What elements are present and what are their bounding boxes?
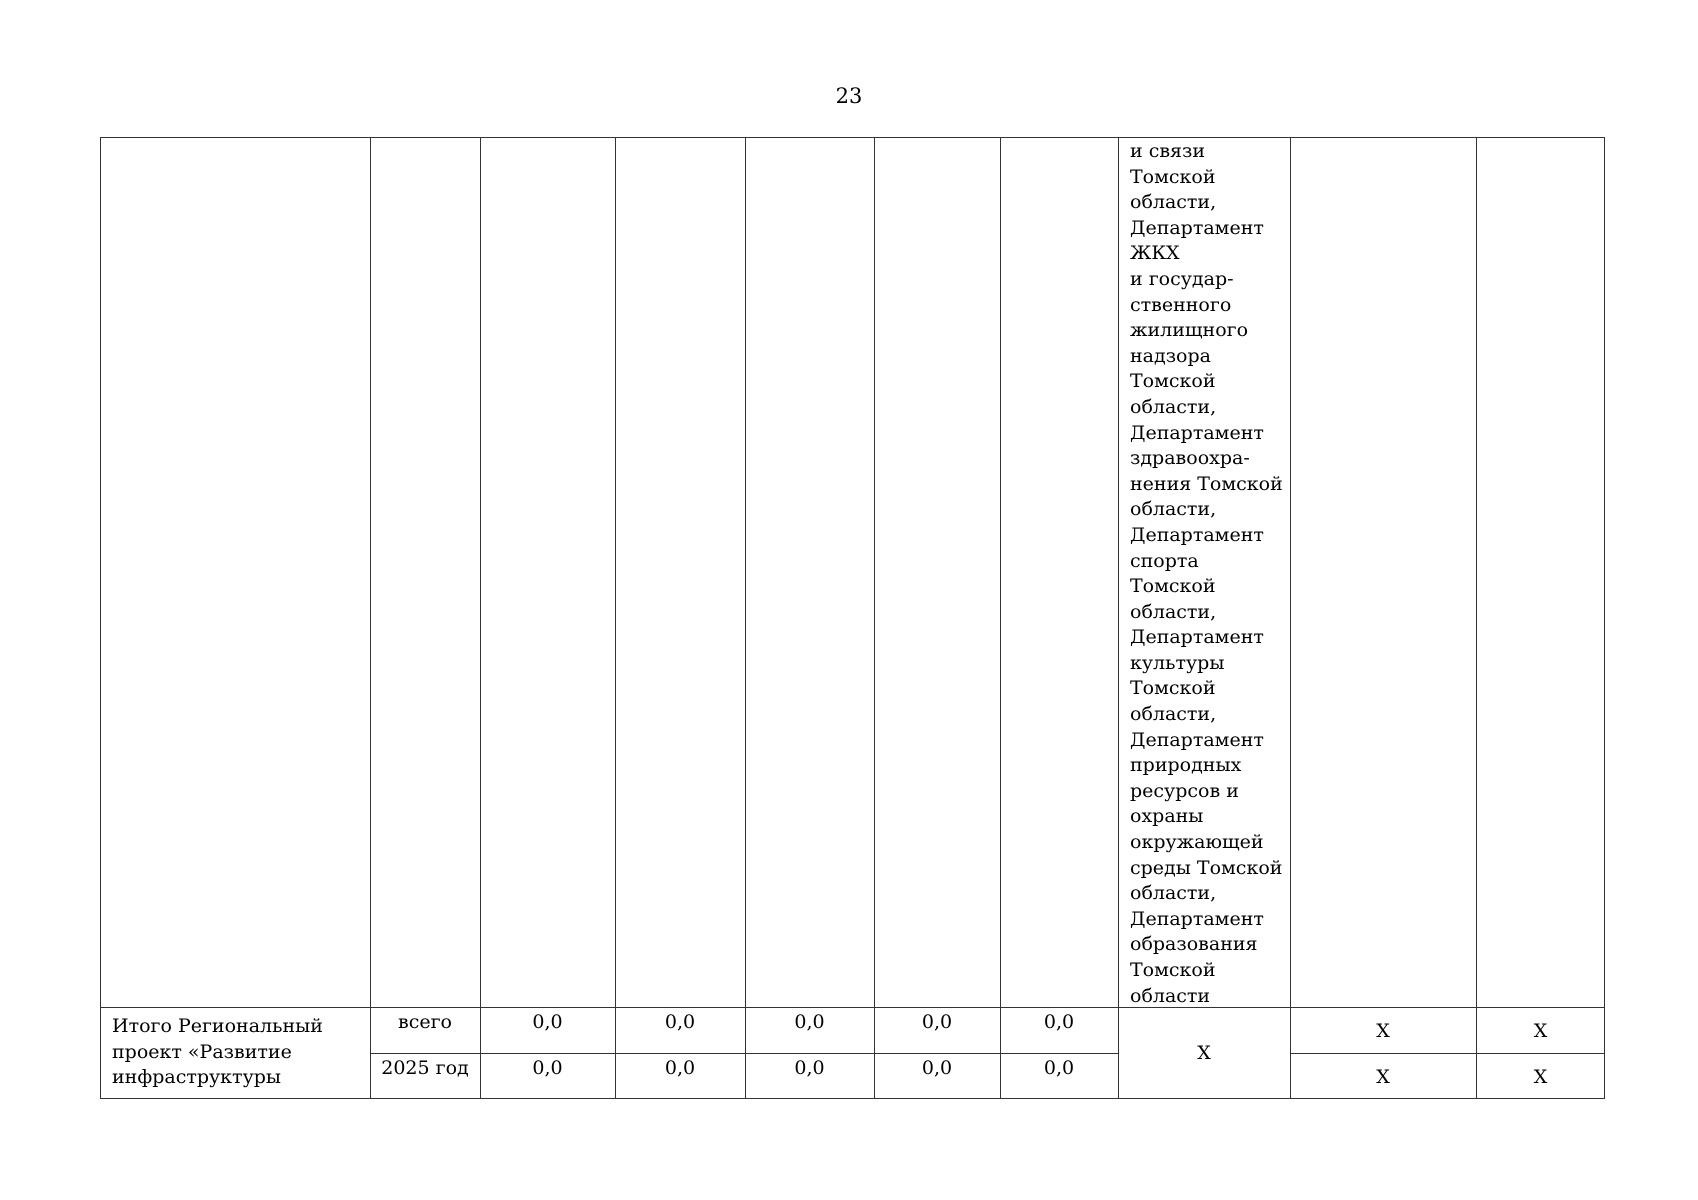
x-mark: X [1533, 1020, 1548, 1042]
value-cell: 0,0 [664, 1011, 696, 1033]
column-divider [1476, 137, 1477, 1099]
x-mark: X [1376, 1020, 1390, 1042]
responsible-executors-cell: и связи Томской области, Департамент ЖКХ и государ- ственного жилищного надзора Томской области, Департамент здравоохра- нения Томской области, Департамент спорта Томской области, Департамент культуры Томской области, Департамент природных ресурсов и охраны окружающей среды Томской области, Департамент образования Томской области [1130, 140, 1283, 1007]
value-cell: 0,0 [1043, 1057, 1075, 1079]
total-row-label: Итого Региональный проект «Развитие инфраструктуры [112, 1015, 323, 1089]
column-divider [370, 137, 371, 1099]
column-divider [480, 137, 481, 1099]
value-cell: 0,0 [794, 1057, 825, 1079]
x-mark: X [1197, 1042, 1211, 1064]
value-cell: 0,0 [664, 1057, 696, 1079]
column-divider [874, 137, 875, 1099]
row-divider [1290, 1053, 1605, 1054]
x-mark: X [1533, 1066, 1548, 1088]
value-cell: 0,0 [921, 1057, 953, 1079]
value-cell: 0,0 [1043, 1011, 1075, 1033]
period-label: всего [398, 1011, 452, 1033]
column-divider [745, 137, 746, 1099]
value-cell: 0,0 [532, 1057, 563, 1079]
table-border [100, 137, 1605, 1099]
x-mark: X [1376, 1066, 1390, 1088]
period-label: 2025 год [381, 1057, 469, 1079]
column-divider [1000, 137, 1001, 1099]
column-divider [1118, 137, 1119, 1099]
budget-table [100, 137, 1605, 1099]
column-divider [615, 137, 616, 1099]
page-number: 23 [835, 84, 863, 108]
value-cell: 0,0 [794, 1011, 825, 1033]
value-cell: 0,0 [532, 1011, 563, 1033]
row-divider [100, 1007, 1605, 1008]
value-cell: 0,0 [921, 1011, 953, 1033]
row-divider [370, 1053, 1118, 1054]
